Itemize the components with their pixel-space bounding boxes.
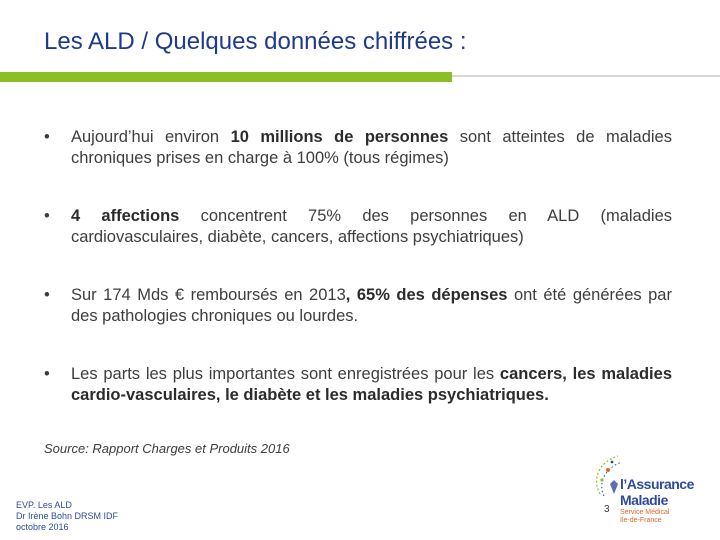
bullet-text: sont atteintes de maladies chroniques prises en charge à 100% (tous régimes) bbox=[71, 128, 672, 167]
source-citation: Source: Rapport Charges et Produits 2016 bbox=[44, 441, 290, 456]
footer-info bbox=[16, 500, 118, 533]
footer-line: Dr Irène Bohn DRSM IDF bbox=[16, 511, 119, 521]
bullet-list bbox=[44, 127, 672, 406]
logo-subtext: Service Médical bbox=[620, 509, 670, 516]
bullet-bold-text: cancers, les maladies cardio-vasculaires, le diabète et les maladies psychiatriques. bbox=[71, 365, 672, 404]
title-underline-green bbox=[0, 72, 452, 82]
logo-text: l’Assurance bbox=[620, 476, 694, 492]
logo-text: Maladie bbox=[620, 492, 668, 508]
title-underline-grey bbox=[452, 75, 720, 77]
logo-subtext: Ile-de-France bbox=[620, 517, 662, 524]
bullet-item bbox=[44, 206, 672, 248]
footer-line: octobre 2016 bbox=[16, 522, 69, 532]
bullet-text: Aujourd’hui environ bbox=[71, 128, 231, 146]
page-number: 3 bbox=[604, 504, 610, 515]
bullet-text: ont été générées par des pathologies chroniques ou lourdes. bbox=[71, 286, 672, 325]
bullet-dot: • bbox=[44, 128, 50, 146]
bullet-dot: • bbox=[44, 286, 50, 304]
bullet-bold-text: 4 affections bbox=[71, 207, 180, 225]
bullet-item bbox=[44, 364, 672, 406]
bullet-item bbox=[44, 127, 672, 169]
bullet-text: Sur 174 Mds € remboursés en 2013 bbox=[71, 286, 346, 304]
bullet-text: Les parts les plus importantes sont enregistrées pour les bbox=[71, 365, 500, 383]
bullet-bold-text: , 65% des dépenses bbox=[345, 286, 508, 304]
bullet-text: concentrent 75% des personnes en ALD (maladies cardiovasculaires, diabète, cancers, affections psychiatriques) bbox=[71, 207, 672, 246]
slide-title: Les ALD / Quelques données chiffrées : bbox=[44, 28, 467, 55]
footer-line: EVP. Les ALD bbox=[16, 500, 72, 510]
bullet-dot: • bbox=[44, 365, 50, 383]
bullet-item bbox=[44, 285, 672, 327]
bullet-bold-text: 10 millions de personnes bbox=[230, 128, 449, 146]
bullet-dot: • bbox=[44, 207, 50, 225]
